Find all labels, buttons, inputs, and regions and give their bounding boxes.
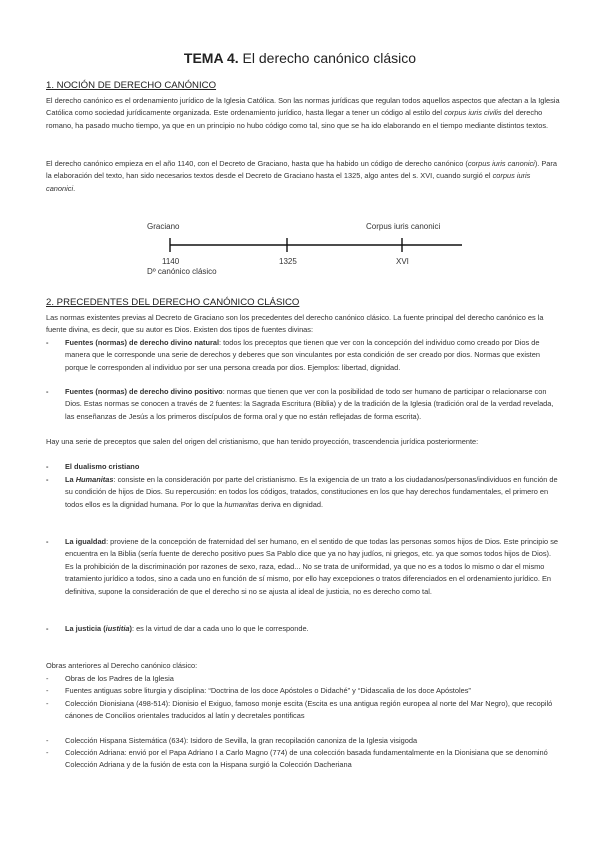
list-item: - La justicia (iustitia): es la virtud de dar a cada uno lo que le corresponde. [46,624,309,633]
timeline-sub-label: Dº canónico clásico [147,267,217,276]
timeline-tick-label-1325: 1325 [279,257,297,266]
title-number: TEMA 4. [183,50,239,66]
list-item: - Fuentes antiguas sobre liturgia y disciplina: “Doctrina de los doce Apóstoles o Didaché” y “Didascalia de los doce Apóstoles” [46,686,471,695]
timeline-diagram [0,215,600,285]
page-title [0,50,600,66]
title-text: El derecho canónico clásico [238,50,417,66]
section-2-intro: Las normas existentes previas al Decreto de Graciano son los precedentes del derecho canónico clásico. La fuente principal del derecho canónico es la fuente divina, es decir, que su autor es Dios. Existen dos tipos de fuentes divinas: [46,313,544,335]
list-item: - Fuentes (normas) de derecho divino positivo: normas que tienen que ver con la posibilidad de todo ser humano de participar o relacionarse con Dios. Estas normas se conocen a través de 2 fuentes: la Sagrada Escritura (Biblia) y de la tradición de la Iglesia (tradición oral de la verdad revelada, las enseñanzas de Jesús a los primeros discípulos de forma oral y que no están reflejadas de forma escrita). [46,387,554,421]
list-item: - Fuentes (normas) de derecho divino natural: todos los preceptos que tienen que ver con la concepción del individuo como creado por Dios de manera que le corresponde una serie de derechos y deberes que son vinculantes por esta condición de ser creado por dios. Normas que existen porque le corresponden al individuo por ser una persona creada por dios. Ejemplos: libertad, dignidad. [46,338,540,372]
timeline-label-right: Corpus iuris canonici [366,222,441,231]
list-item: - La igualdad: proviene de la concepción de fraternidad del ser humano, en el sentido de que todas las personas somos hijos de Dios. Este principio se encuentra en la Biblia (sería fuente de derecho positivo pues Sa Pablo dice que ya no hay judíos, ni griegos, etc. ya que somos todos hijos de Dios). Es la prohibición de la discriminación por razones de sexo, raza, edad... No se trata de uniformidad, ya que no es a todos lo mismo o dar el mismo tratamiento jurídico a todos, sino a cada uno en función de sí mismo, por ello hay excepciones o tratos diferenciados en el ordenamiento jurídico. En definitiva, supone la consideración de que el derecho si no se ajusta al ideal de justicia, no es derecho como tal. [46,537,559,596]
section-1-heading: 1. NOCIÓN DE DERECHO CANÓNICO [46,80,217,91]
section-2-intro-3: Obras anteriores al Derecho canónico clásico: [46,661,198,670]
section-2-heading: 2. PRECEDENTES DEL DERECHO CANÓNICO CLÁSICO [46,297,300,308]
section-1-paragraph-1: El derecho canónico es el ordenamiento jurídico de la Iglesia Católica. Son las normas jurídicas que regulan todos aquellos aspectos que afectan a la Iglesia Católica como sociedad jurídicamente organizada. Este ordenamiento jurídico, hasta llegar a tener un código al estilo del corpus iuris civilis del derecho romano, ha pasado mucho tiempo, ya que en un principio no hubo código como tal, sino que se ha ido elaborando en el tiempo mediante distintos textos. [46,96,560,130]
list-item: - Colección Dionisiana (498-514): Dionisio el Exiguo, famoso monje escita (Escita es una antigua región europea al norte del Mar Negro), que recopiló cánones de Concilios orientales traducidos al latín y decretales pontificas [46,699,553,721]
list-item: - La Humanitas: consiste en la consideración por parte del cristianismo. Es la exigencia de un trato a los ciudadanos/personas/individuos en función de su condición de hijos de Dios. Su repercusión: en todos los códigos, tratados, constituciones en los que hay derechos fundamentales, el primero en todos ellos es la dignidad humana. Por lo que la humanitas deriva en dignidad. [46,475,558,509]
timeline-tick-label-1140: 1140 [162,257,180,266]
timeline-tick-label-xvi: XVI [396,257,409,266]
list-item: - Colección Hispana Sistemática (634): Isidoro de Sevilla, la gran recopilación canoniza de la Iglesia visigoda [46,736,418,745]
list-item: - Colección Adriana: envió por el Papa Adriano I a Carlo Magno (774) de una colección basada fundamentalmente en la Dionisiana que se denominó Colección Adriana y de la fusión de esta con la Hispana surgió la Colección Dacheriana [46,748,548,770]
section-2-intro-2: Hay una serie de preceptos que salen del origen del cristianismo, que han tenido proyección, trascendencia jurídica posteriormente: [46,437,479,446]
list-item: - Obras de los Padres de la Iglesia [46,674,174,683]
list-item: - El dualismo cristiano [46,462,140,471]
timeline-label-left: Graciano [147,222,180,231]
section-1-paragraph-2: El derecho canónico empieza en el año 1140, con el Decreto de Graciano, hasta que ha habido un código de derecho canónico (corpus iuris canonici). Para la elaboración del texto, han sido necesarios textos desde el Decreto de Graciano hasta el 1325, algo antes del s. XVI, cuando surgió el corpus iuris canonici. [46,159,557,193]
